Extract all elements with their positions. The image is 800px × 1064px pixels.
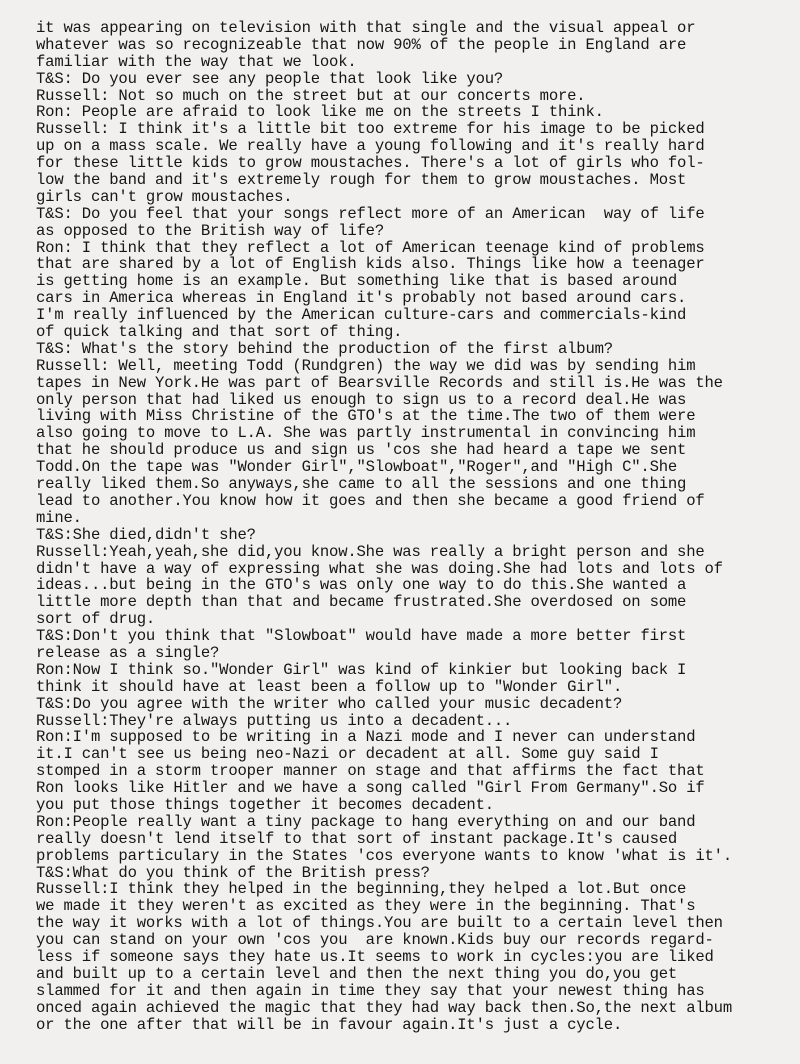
text-line: really liked them.So anyways,she came to all the sessions and one thing bbox=[36, 475, 687, 494]
text-line: T&S: Do you feel that your songs reflect more of an American way of life bbox=[36, 204, 705, 223]
text-line: you can stand on your own 'cos you are known.Kids buy our records regard- bbox=[36, 931, 714, 950]
text-line: low the band and it's extremely rough for them to grow moustaches. Most bbox=[36, 171, 687, 190]
text-line: of quick talking and that sort of thing. bbox=[36, 323, 403, 342]
text-line: whatever was so recognizeable that now 90% of the people in England are bbox=[36, 35, 687, 54]
text-line: tapes in New York.He was part of Bearsville Records and still is.He was the bbox=[36, 373, 723, 392]
text-line: as opposed to the British way of life? bbox=[36, 221, 384, 240]
text-line: Russell:They're always putting us into a decadent... bbox=[36, 711, 513, 730]
text-line: I'm really influenced by the American culture-cars and commercials-kind bbox=[36, 306, 687, 325]
text-line: onced again achieved the magic that they had way back then.So,the next album bbox=[36, 998, 732, 1017]
text-line: T&S:Don't you think that "Slowboat" would have made a more better first bbox=[36, 627, 687, 646]
text-line: lead to another.You know how it goes and then she became a good friend of bbox=[36, 491, 705, 510]
text-line: mine. bbox=[36, 508, 82, 527]
text-line: problems particulary in the States 'cos everyone wants to know 'what is it'. bbox=[36, 846, 732, 865]
text-line: you put those things together it becomes decadent. bbox=[36, 795, 494, 814]
interview-text bbox=[36, 20, 796, 1033]
text-line: also going to move to L.A. She was partly instrumental in convincing him bbox=[36, 424, 696, 443]
text-line: Russell:Yeah,yeah,she did,you know.She was really a bright person and she bbox=[36, 542, 705, 561]
text-line: Ron: People are afraid to look like me on the streets I think. bbox=[36, 103, 604, 122]
text-line: slammed for it and then again in time they say that your newest thing has bbox=[36, 981, 705, 1000]
text-line: really doesn't lend itself to that sort of instant package.It's caused bbox=[36, 829, 678, 848]
text-line: up on a mass scale. We really have a young following and it's really hard bbox=[36, 137, 705, 156]
text-line: it.I can't see us being neo-Nazi or decadent at all. Some guy said I bbox=[36, 745, 659, 764]
text-line: stomped in a storm trooper manner on stage and that affirms the fact that bbox=[36, 762, 705, 781]
text-line: Todd.On the tape was "Wonder Girl","Slowboat","Roger",and "High C".She bbox=[36, 458, 678, 477]
text-line: Ron:People really want a tiny package to hang everything on and our band bbox=[36, 812, 696, 831]
text-line: little more depth than that and became frustrated.She overdosed on some bbox=[36, 593, 687, 612]
text-line: for these little kids to grow moustaches. There's a lot of girls who fol- bbox=[36, 154, 705, 173]
text-line: Ron looks like Hitler and we have a song called "Girl From Germany".So if bbox=[36, 779, 705, 798]
text-line: cars in America whereas in England it's probably not based around cars. bbox=[36, 289, 687, 308]
text-line: only person that had liked us enough to sign us to a record deal.He was bbox=[36, 390, 687, 409]
text-line: T&S: Do you ever see any people that look like you? bbox=[36, 69, 504, 88]
text-line: Ron:Now I think so."Wonder Girl" was kind of kinkier but looking back I bbox=[36, 660, 687, 679]
text-line: Russell: Well, meeting Todd (Rundgren) the way we did was by sending him bbox=[36, 356, 696, 375]
text-line: ideas...but being in the GTO's was only one way to do this.She wanted a bbox=[36, 576, 687, 595]
text-line: familiar with the way that we look. bbox=[36, 52, 357, 71]
text-line: T&S:Do you agree with the writer who called your music decadent? bbox=[36, 694, 623, 713]
text-line: Ron: I think that they reflect a lot of American teenage kind of problems bbox=[36, 238, 705, 257]
text-line: T&S:What do you think of the British press? bbox=[36, 863, 430, 882]
text-line: that are shared by a lot of English kids also. Things like how a teenager bbox=[36, 255, 705, 274]
text-line: Ron:I'm supposed to be writing in a Nazi mode and I never can understand bbox=[36, 728, 696, 747]
text-line: it was appearing on television with that single and the visual appeal or bbox=[36, 19, 696, 37]
text-line: less if someone says they hate us.It seems to work in cycles:you are liked bbox=[36, 947, 714, 966]
text-line: is getting home is an example. But something like that is based around bbox=[36, 272, 678, 291]
text-line: living with Miss Christine of the GTO's at the time.The two of them were bbox=[36, 407, 696, 426]
text-line: T&S: What's the story behind the production of the first album? bbox=[36, 339, 613, 358]
text-line: didn't have a way of expressing what she was doing.She had lots and lots of bbox=[36, 559, 723, 578]
text-line: release as a single? bbox=[36, 643, 220, 662]
text-line: sort of drug. bbox=[36, 610, 156, 629]
text-line: that he should produce us and sign us 'cos she had heard a tape we sent bbox=[36, 441, 687, 460]
text-line: Russell: Not so much on the street but at our concerts more. bbox=[36, 86, 586, 105]
text-line: Russell:I think they helped in the beginning,they helped a lot.But once bbox=[36, 880, 687, 899]
text-line: or the one after that will be in favour again.It's just a cycle. bbox=[36, 1015, 623, 1034]
text-line: we made it they weren't as excited as they were in the beginning. That's bbox=[36, 897, 696, 916]
text-line: the way it works with a lot of things.You are built to a certain level then bbox=[36, 914, 723, 933]
text-line: girls can't grow moustaches. bbox=[36, 187, 293, 206]
text-line: Russell: I think it's a little bit too extreme for his image to be picked bbox=[36, 120, 705, 139]
text-line: T&S:She died,didn't she? bbox=[36, 525, 256, 544]
text-line: and built up to a certain level and then the next thing you do,you get bbox=[36, 964, 678, 983]
text-line: think it should have at least been a follow up to "Wonder Girl". bbox=[36, 677, 623, 696]
